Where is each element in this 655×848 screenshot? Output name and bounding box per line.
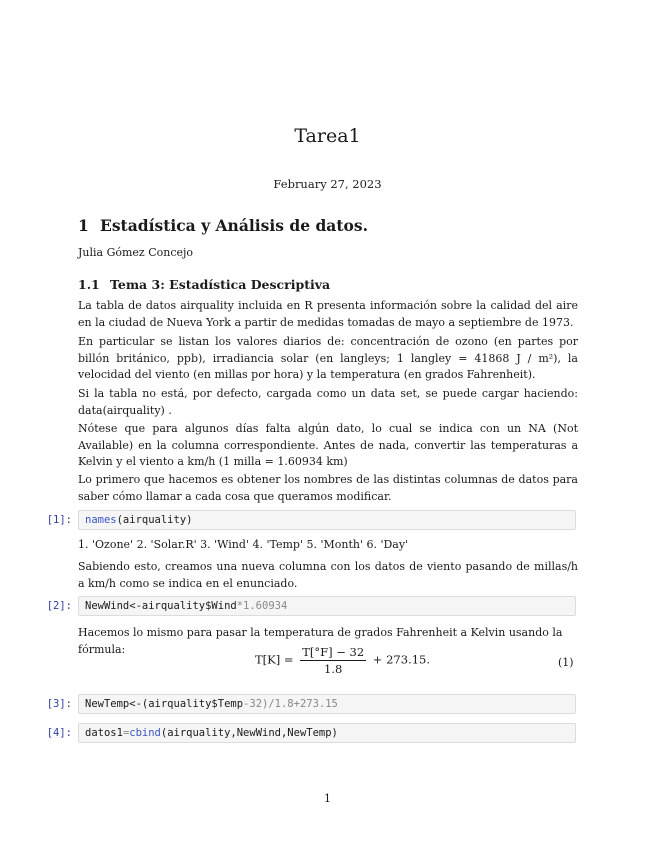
document-title: Tarea1	[294, 125, 361, 147]
paragraph-variables: En particular se listan los valores diarios de: concentración de ozono (en partes por billón británico, ppb), irradiancia solar (en langleys; 1 langley = 41868 J / m²), la velocidad del viento (en millas por hora) y la temperatura (en grados Fahrenheit).	[78, 335, 578, 381]
equation	[255, 645, 430, 676]
cell-prompt-3: [3]:	[46, 698, 72, 710]
subsection-number: 1.1	[78, 277, 100, 292]
page-number: 1	[324, 792, 331, 805]
code-text: NewTemp<-(airquality$Temp	[85, 698, 244, 710]
paragraph-load-data: Si la tabla no está, por defecto, cargada como un data set, se puede cargar haciendo: data(airquality) .	[78, 387, 578, 417]
code-operator: *1.60934	[236, 600, 288, 612]
code-operator: =	[122, 727, 130, 739]
paragraph-column-names: Lo primero que hacemos es obtener los nombres de las distintas columnas de datos para saber cómo llamar a cada cosa que queramos modificar.	[78, 473, 578, 503]
code-cell-4[interactable]	[78, 723, 576, 743]
code-text: (airquality,NewWind,NewTemp)	[160, 727, 338, 739]
code-text: datos1	[85, 727, 123, 739]
code-function: names	[85, 514, 117, 526]
code-text: NewWind<-airquality$Wind	[85, 600, 237, 612]
equation-rhs: + 273.15.	[372, 652, 430, 667]
paragraph-missing-values: Nótese que para algunos días falta algún dato, lo cual se indica con un NA (Not Available) en la columna correspondiente. Antes de nada, convertir las temperaturas a Kelvin y el viento a km/h (1 milla = 1.60934 km)	[78, 422, 578, 468]
subsection-title: Tema 3: Estadística Descriptiva	[110, 277, 331, 292]
code-cell-2[interactable]	[78, 596, 576, 616]
paragraph-temp-conversion: Hacemos lo mismo para pasar la temperatura de grados Fahrenheit a Kelvin usando la fórmula:	[78, 626, 563, 656]
code-text: (airquality)	[116, 514, 193, 526]
equation-fraction	[300, 645, 366, 676]
code-cell-1[interactable]	[78, 510, 576, 530]
author-name: Julia Gómez Concejo	[78, 246, 194, 259]
cell-prompt-1: [1]:	[46, 514, 72, 526]
code-cell-3[interactable]	[78, 694, 576, 714]
equation-number: (1)	[558, 656, 574, 669]
paragraph-wind-conversion: Sabiendo esto, creamos una nueva columna con los datos de viento pasando de millas/h a km/h como se indica en el enunciado.	[78, 560, 578, 590]
section-title: Estadística y Análisis de datos.	[100, 216, 368, 235]
cell-prompt-2: [2]:	[46, 600, 72, 612]
section-heading	[78, 216, 368, 235]
subsection-heading	[78, 277, 330, 292]
equation-numerator: T[°F] − 32	[302, 645, 365, 659]
code-function: cbind	[129, 727, 161, 739]
code-operator: -32)/1.8+273.15	[243, 698, 338, 710]
document-date: February 27, 2023	[273, 177, 382, 191]
equation-denominator: 1.8	[324, 662, 343, 676]
cell-prompt-4: [4]:	[46, 727, 72, 739]
section-number: 1	[78, 216, 89, 235]
equation-lhs: T[K] =	[255, 652, 294, 667]
paragraph-intro: La tabla de datos airquality incluida en R presenta información sobre la calidad del aire en la ciudad de Nueva York a partir de medidas tomadas de mayo a septiembre de 1973.	[78, 299, 578, 329]
cell-output-1: 1. 'Ozone' 2. 'Solar.R' 3. 'Wind' 4. 'Temp' 5. 'Month' 6. 'Day'	[78, 538, 409, 551]
